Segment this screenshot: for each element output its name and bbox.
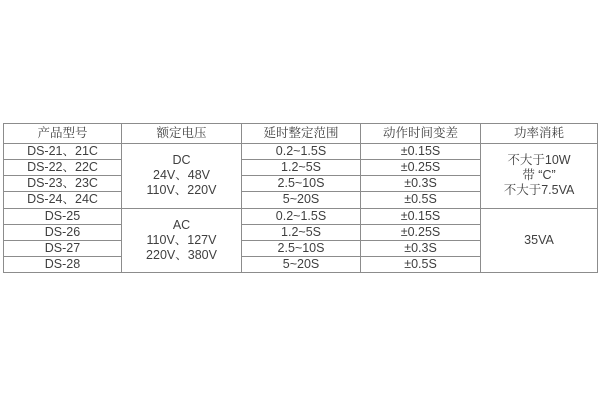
range-cell: 0.2~1.5S <box>242 144 361 160</box>
range-cell: 2.5~10S <box>242 240 361 256</box>
range-cell: 5~20S <box>242 192 361 208</box>
variation-cell: ±0.15S <box>361 208 481 224</box>
voltage-line: DC <box>172 153 191 168</box>
variation-cell: ±0.25S <box>361 160 481 176</box>
voltage-line: 220V、380V <box>146 247 217 262</box>
model-cell: DS-21、21C <box>4 144 122 160</box>
model-cell: DS-25 <box>4 208 122 224</box>
header-row <box>4 124 598 144</box>
voltage-cell-dc <box>122 144 242 209</box>
power-line: 不大于10W <box>507 153 571 168</box>
power-line: 带 “C” <box>522 168 556 183</box>
header-model: 产品型号 <box>4 124 122 144</box>
voltage-line: 110V、220V <box>146 183 217 198</box>
model-cell: DS-26 <box>4 224 122 240</box>
model-cell: DS-27 <box>4 240 122 256</box>
model-cell: DS-22、22C <box>4 160 122 176</box>
header-time-variation: 动作时间变差 <box>361 124 481 144</box>
header-power-consumption: 功率消耗 <box>481 124 598 144</box>
range-cell: 1.2~5S <box>242 224 361 240</box>
range-cell: 1.2~5S <box>242 160 361 176</box>
voltage-line: 24V、48V <box>153 168 210 183</box>
range-cell: 2.5~10S <box>242 176 361 192</box>
table-row <box>4 208 598 224</box>
range-cell: 0.2~1.5S <box>242 208 361 224</box>
model-cell: DS-23、23C <box>4 176 122 192</box>
variation-cell: ±0.3S <box>361 240 481 256</box>
variation-cell: ±0.5S <box>361 256 481 272</box>
voltage-cell-ac <box>122 208 242 273</box>
variation-cell: ±0.25S <box>361 224 481 240</box>
header-delay-range: 延时整定范围 <box>242 124 361 144</box>
spec-table-container <box>3 123 597 273</box>
model-cell: DS-28 <box>4 256 122 272</box>
variation-cell: ±0.15S <box>361 144 481 160</box>
power-cell-ac: 35VA <box>481 208 598 273</box>
power-cell-dc <box>481 144 598 209</box>
variation-cell: ±0.5S <box>361 192 481 208</box>
voltage-line: AC <box>172 217 191 232</box>
range-cell: 5~20S <box>242 256 361 272</box>
model-cell: DS-24、24C <box>4 192 122 208</box>
power-line: 不大于7.5VA <box>503 183 575 198</box>
variation-cell: ±0.3S <box>361 176 481 192</box>
relay-spec-table <box>3 123 598 273</box>
header-rated-voltage: 额定电压 <box>122 124 242 144</box>
voltage-line: 110V、127V <box>146 232 217 247</box>
table-row <box>4 144 598 160</box>
